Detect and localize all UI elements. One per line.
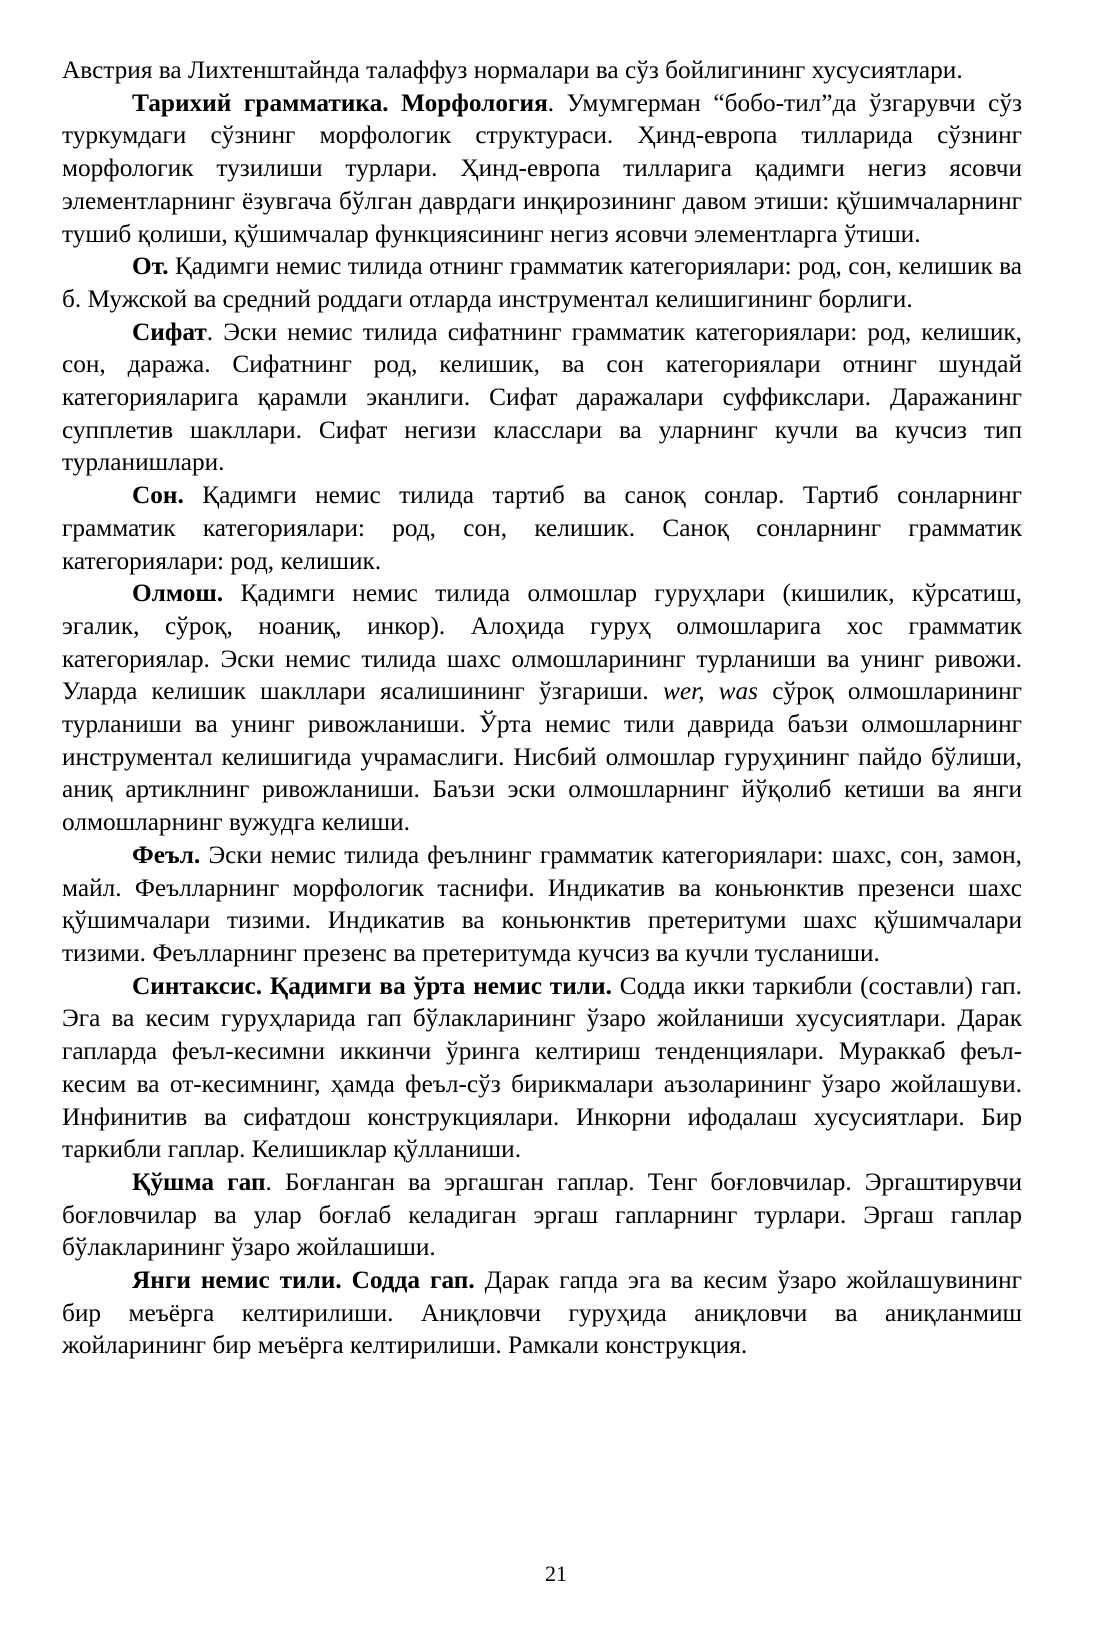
section-heading: От. xyxy=(132,252,169,281)
paragraph-text: Австрия ва Лихтенштайнда талаффуз нормалари ва сўз бойлигининг хусусиятлари. xyxy=(62,56,963,84)
paragraph-pronoun xyxy=(62,577,1022,839)
paragraph-text: . Умумгерман “бобо-тил”да ўзгарувчи сўз туркумдаги сўзнинг морфологик структураси. Ҳинд-европа тилларида сўзнинг морфологик тузилиши турлари. Ҳинд-европа тилларига қадимги негиз ясовчи элементларнинг ёзувгача бўлган даврдаги инқирозининг давом этиши: қўшимчаларнинг тушиб қолиши, қўшимчалар функциясининг негиз ясовчи элементларга ўтиши. xyxy=(62,88,1022,248)
paragraph-text: Дарак гапда эга ва кесим ўзаро жойлашувининг бир меъёрга келтирилиши. Аниқловчи гуруҳида аниқловчи ва аниқланмиш жойларининг бир меъёрга келтирилиши. Рамкали конструкция. xyxy=(62,1266,1022,1360)
paragraph-adjective xyxy=(62,316,1022,480)
paragraph-text: . Боғланган ва эргашган гаплар. Тенг боғловчилар. Эргаштирувчи боғловчилар ва улар боғлаб келадиган эргаш гапларнинг турлари. Эргаш гаплар бўлакларининг ўзаро жойлашиши. xyxy=(62,1167,1022,1262)
paragraph-text: Қадимги немис тилида отнинг грамматик категориялари: род, сон, келишик ва б. Мужской ва средний роддаги отларда инструментал келишигининг борлиги. xyxy=(62,252,1022,313)
section-heading: Феъл. xyxy=(132,840,201,869)
section-heading: Янги немис тили. Содда гап. xyxy=(132,1266,475,1295)
section-heading: Сифат xyxy=(132,317,207,346)
paragraph-text: Қадимги немис тилида тартиб ва саноқ сонлар. Тартиб сонларнинг грамматик категориялари: род, сон, келишик. Саноқ сонларнинг грамматик категориялари: род, келишик. xyxy=(62,481,1022,575)
document-body xyxy=(62,54,1022,1362)
section-heading: Сон. xyxy=(132,481,184,510)
page-number: 21 xyxy=(545,1561,567,1586)
paragraph-text: Содда икки таркибли (составли) гап. Эга ва кесим гуруҳларида гап бўлакларининг ўзаро жойланиши хусусиятлари. Дарак гапларда феъл-кесимни иккинчи ўринга келтириш тенденциялари. Мураккаб феъл-кесим ва от-кесимнинг, ҳамда феъл-сўз бирикмалари аъзоларининг ўзаро жойлашуви. Инфинитив ва сифатдош конструкциялари. Инкорни ифодалаш хусусиятлари. Бир таркибли гаплар. Келишиклар қўлланиши. xyxy=(62,971,1023,1164)
section-heading: Тарихий грамматика. Морфология xyxy=(132,88,548,117)
paragraph-historical-grammar xyxy=(62,87,1022,251)
section-heading: Олмош. xyxy=(132,579,224,608)
paragraph-noun xyxy=(62,250,1022,315)
paragraph-syntax xyxy=(62,970,1022,1166)
paragraph-text: . Эски немис тилида сифатнинг грамматик категориялари: род, келишик, сон, даража. Сифатнинг род, келишик, ва сон категориялари отнинг шундай категорияларига қарамли эканлиги. Сифат даражалари суффикслари. Даражанинг супплетив шакллари. Сифат негизи класслари ва уларнинг кучли ва кучсиз тип турланишлари. xyxy=(62,317,1022,477)
paragraph-text: Эски немис тилида феълнинг грамматик категориялари: шахс, сон, замон, майл. Феълларнинг морфологик таснифи. Индикатив ва коньюнктив презенси шахс қўшимчалари тизими. Индикатив ва коньюнктив претеритуми шахс қўшимчалари тизими. Феълларнинг презенс ва претеритумда кучсиз ва кучли тусланиши. xyxy=(62,840,1022,967)
section-heading: Қўшма гап xyxy=(132,1167,266,1196)
paragraph-numeral xyxy=(62,479,1022,577)
italic-example: wer, was xyxy=(662,677,759,706)
paragraph-compound-sentence xyxy=(62,1166,1022,1264)
section-heading: Синтаксис. Қадимги ва ўрта немис тили. xyxy=(132,971,612,1000)
paragraph-verb xyxy=(62,839,1022,970)
paragraph-text: Қадимги немис тилида олмошлар гуруҳлари (кишилик, кўрсатиш, эгалик, сўроқ, ноаниқ, инкор). Алоҳида гуруҳ олмошларига хос грамматик категориялар. Эски немис тилида шахс олмошларининг турланиши ва унинг ривожи. Уларда келишик шакллари ясалишининг ўзгариши. xyxy=(62,579,1022,706)
paragraph-text: сўроқ олмошларининг турланиши ва унинг ривожланиши. Ўрта немис тили даврида баъзи олмошларнинг инструментал келишигида учрамаслиги. Нисбий олмошлар гуруҳининг пайдо бўлиши, аниқ артиклнинг ривожланиши. Баъзи эски олмошларнинг йўқолиб кетиши ва янги олмошларнинг вужудга келиши. xyxy=(62,677,1023,837)
paragraph-new-german xyxy=(62,1264,1022,1362)
paragraph-continuation xyxy=(62,54,1022,87)
